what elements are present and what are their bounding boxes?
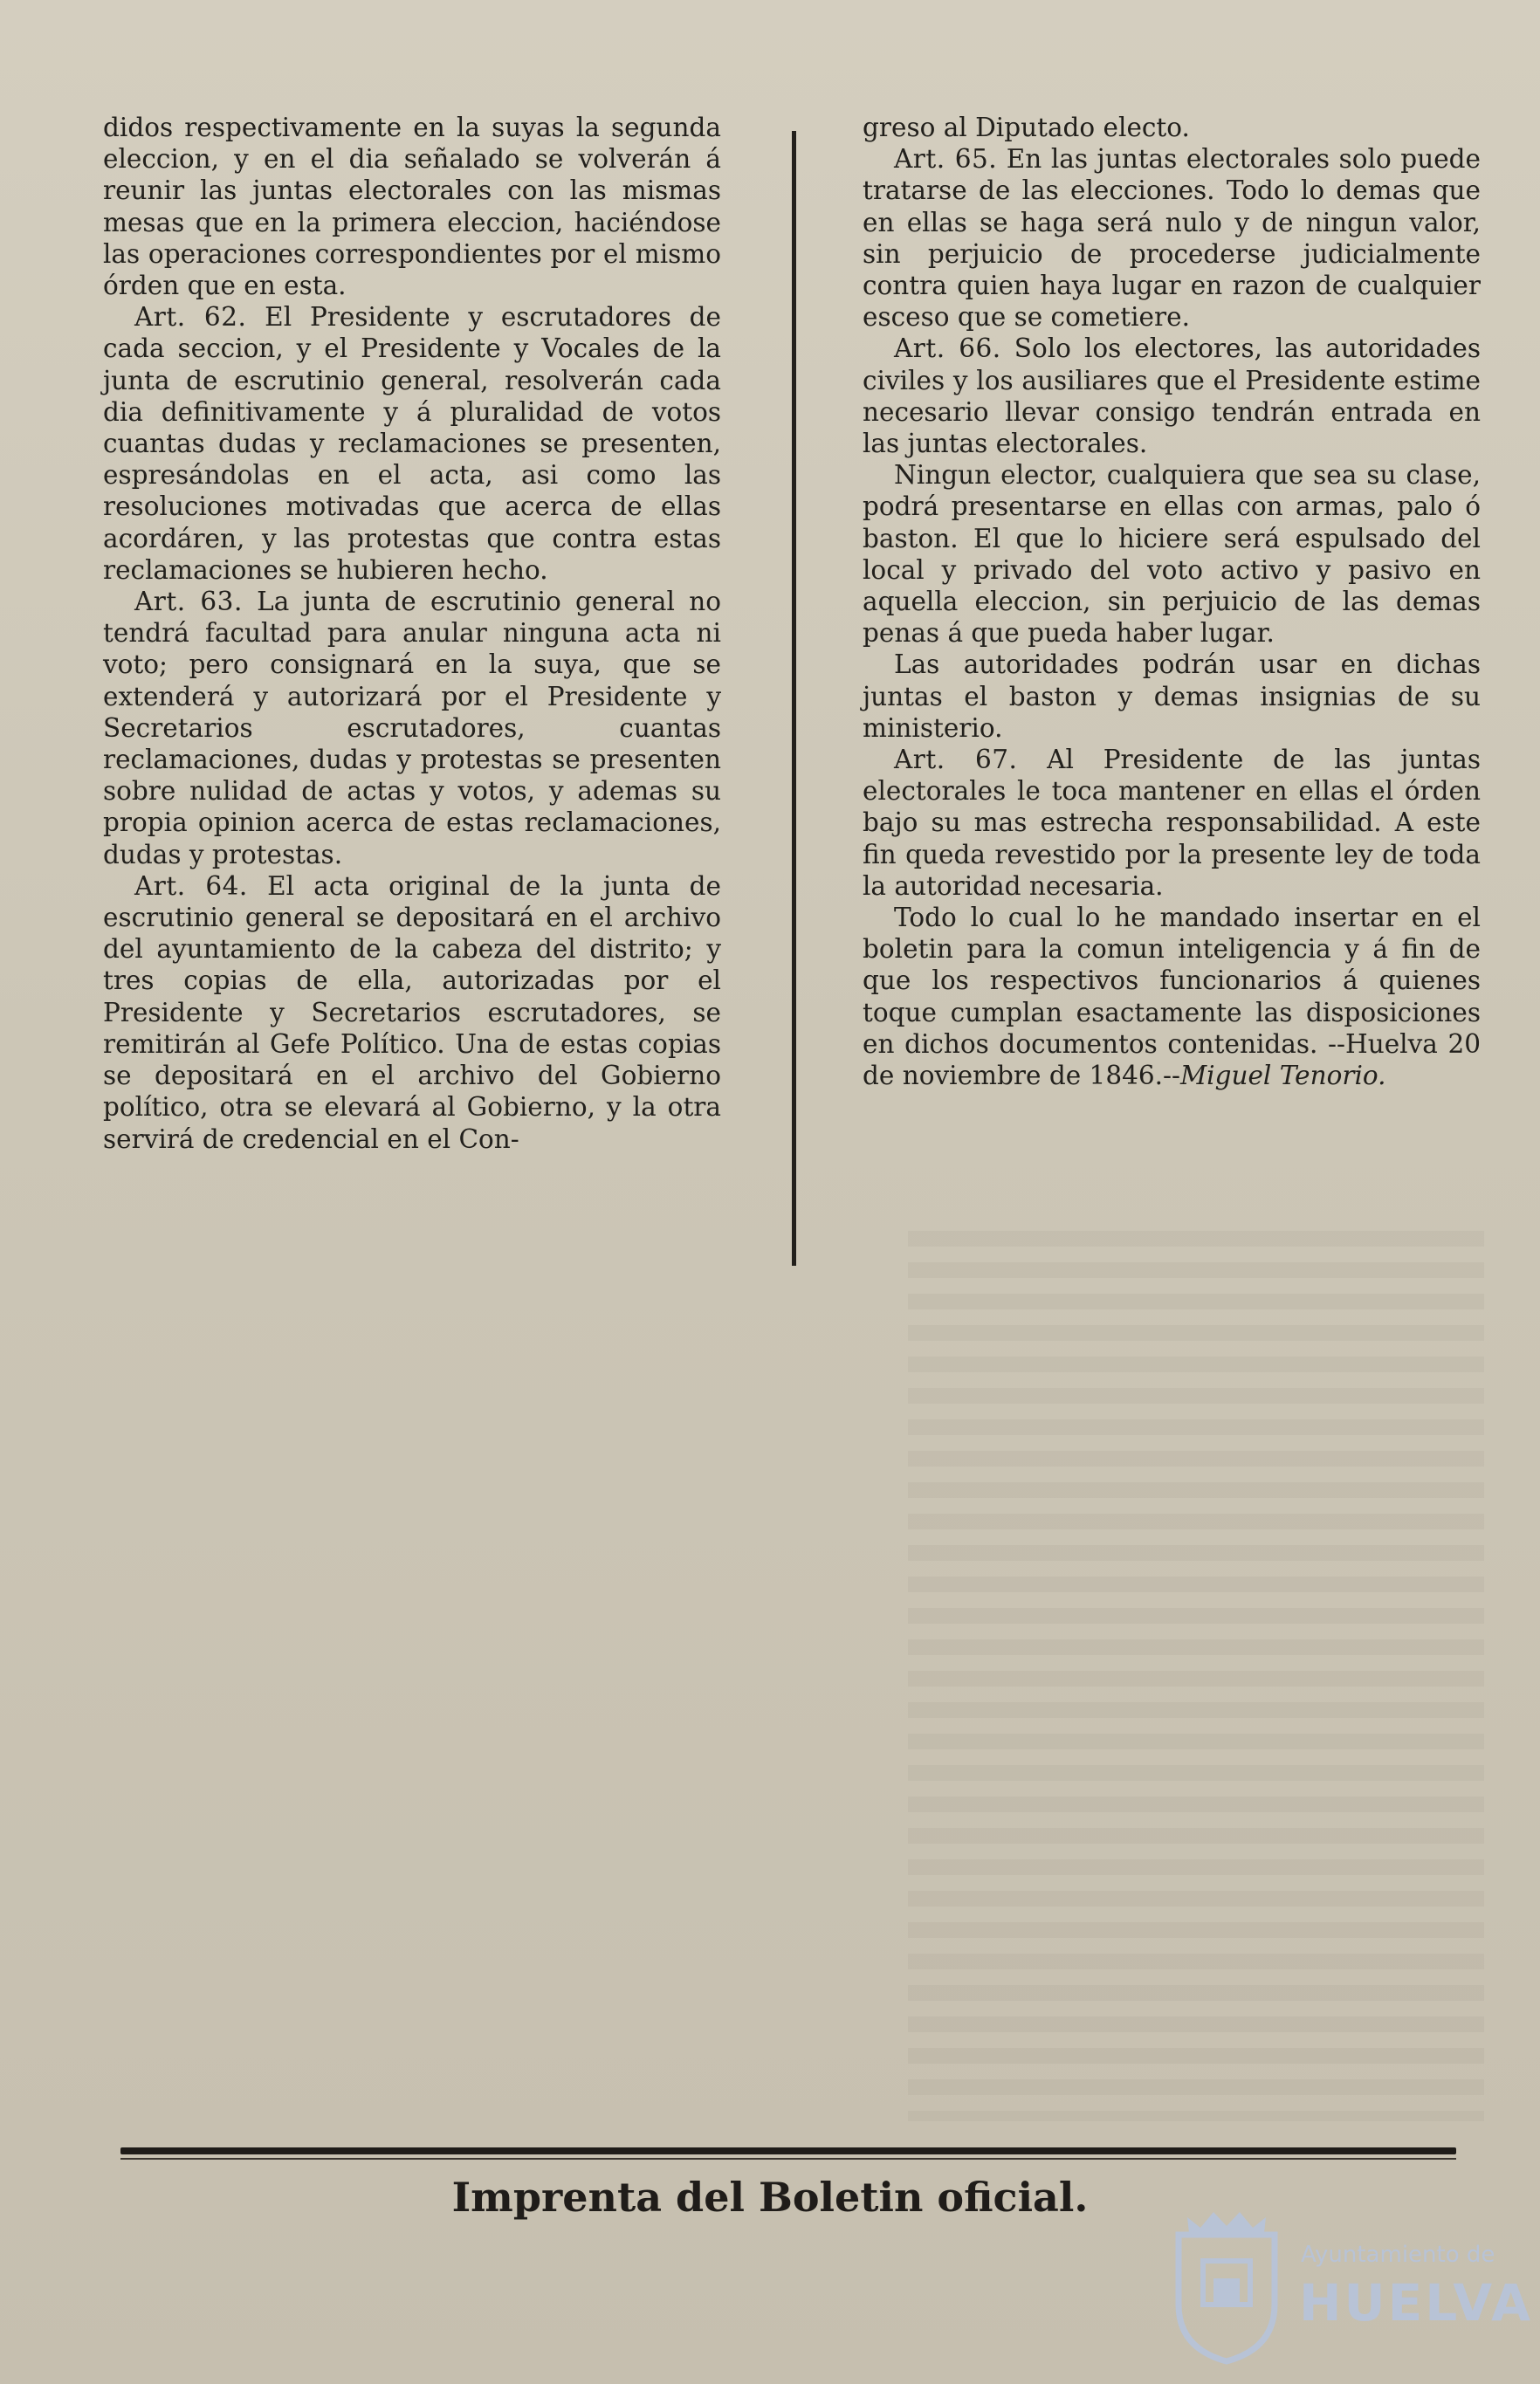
- footer-rule: [120, 2147, 1456, 2154]
- closing-paragraph: [863, 902, 1481, 1091]
- article-text: Solo los electores, las autoridades civiles y los ausiliares que el Presidente estime necesario llevar consigo tendrán entrada en las juntas electorales.: [863, 333, 1481, 459]
- paragraph-text: didos respectivamente en la suyas la segunda eleccion, y en el dia señalado se volverán á reunir las juntas electorales con las mismas mesas que en la primera eleccion, haciéndose las operaciones correspondientes por el mismo órden que en esta.: [103, 113, 721, 301]
- paragraph-text: greso al Diputado electo.: [863, 113, 1190, 142]
- paragraph-text: Las autoridades podrán usar en dichas juntas el baston y demas insignias de su ministerio.: [863, 649, 1481, 743]
- show-through-text: [908, 1231, 1484, 2121]
- article-text: En las juntas electorales solo puede tratarse de las elecciones. Todo lo demas que en ellas se haga será nulo y de ningun valor, sin perjuicio de procederse judicialmente contra quien haya lugar en razon de cualquier esceso que se cometiere.: [863, 144, 1481, 333]
- closing-text: Todo lo cual lo he mandado insertar en el boletin para la comun inteligencia y á fin de que los respectivos funcionarios á quienes toque cumplan esactamente las disposiciones en dichos documentos contenidas. --Huelva 20 de noviembre de 1846.--: [863, 903, 1481, 1091]
- article-66: [863, 333, 1481, 459]
- column-divider: [792, 131, 796, 1266]
- paragraph-text: Ningun elector, cualquiera que sea su clase, podrá presentarse en ellas con armas, palo ó baston. El que lo hiciere será espulsado del local y privado del voto activo y pasivo en aquella eleccion, sin perjuicio de las demas penas á que pueda haber lugar.: [863, 460, 1481, 649]
- article-text: Al Presidente de las juntas electorales le toca mantener en ellas el órden bajo su mas estrecha responsabilidad. A este fin queda revestido por la presente ley de toda la autoridad necesaria.: [863, 745, 1481, 901]
- paragraph-arms: [863, 459, 1481, 649]
- left-column: [103, 112, 721, 1155]
- paragraph-continuation: [863, 112, 1481, 143]
- coat-of-arms-icon: [1161, 2200, 1292, 2366]
- right-column: [863, 112, 1481, 1091]
- watermark-line1: Ayuntamiento de: [1301, 2242, 1495, 2268]
- article-label: Art. 65.: [894, 144, 998, 175]
- paragraph-insignias: [863, 649, 1481, 744]
- article-label: Art. 67.: [894, 745, 1018, 775]
- article-label: Art. 62.: [134, 302, 247, 333]
- article-text: El acta original de la junta de escrutinio general se depositará en el archivo del ayuntamiento de la cabeza del distrito; y tres copias de ella, autorizadas por el Presidente y Secretarios escrutadores, se remitirán al Gefe Político. Una de estas copias se depositará en el archivo del Gobierno político, otra se elevará al Gobierno, y la otra servirá de credencial en el Con-: [103, 870, 721, 1154]
- article-label: Art. 63.: [134, 587, 243, 617]
- article-67: [863, 744, 1481, 902]
- article-65: [863, 143, 1481, 333]
- signature: Miguel Tenorio.: [1179, 1061, 1386, 1091]
- article-62: [103, 301, 721, 586]
- article-63: [103, 586, 721, 870]
- article-text: La junta de escrutinio general no tendrá facultad para anular ninguna acta ni voto; pero consignará en la suya, que se extenderá y autorizará por el Presidente y Secretarios escrutadores, cuantas reclamaciones, dudas y protestas se presenten sobre nulidad de actas y votos, y ademas su propia opinion acerca de estas reclamaciones, dudas y protestas.: [103, 587, 721, 869]
- footer-rule-thin: [120, 2158, 1456, 2160]
- article-text: El Presidente y escrutadores de cada seccion, y el Presidente y Vocales de la junta de escrutinio general, resolverán cada dia definitivamente y á pluralidad de votos cuantas dudas y reclamaciones se presenten, espresándolas en el acta, asi como las resoluciones motivadas que acerca de ellas acordáren, y las protestas que contra estas reclamaciones se hubieren hecho.: [103, 302, 721, 585]
- paragraph-continuation: [103, 112, 721, 301]
- article-label: Art. 66.: [894, 333, 1001, 364]
- article-label: Art. 64.: [134, 870, 248, 901]
- watermark-line2: HUELVA: [1299, 2273, 1534, 2332]
- imprint-line: Imprenta del Boletin oficial.: [451, 2174, 1089, 2221]
- article-64: [103, 870, 721, 1155]
- watermark-logo: [1161, 2200, 1534, 2366]
